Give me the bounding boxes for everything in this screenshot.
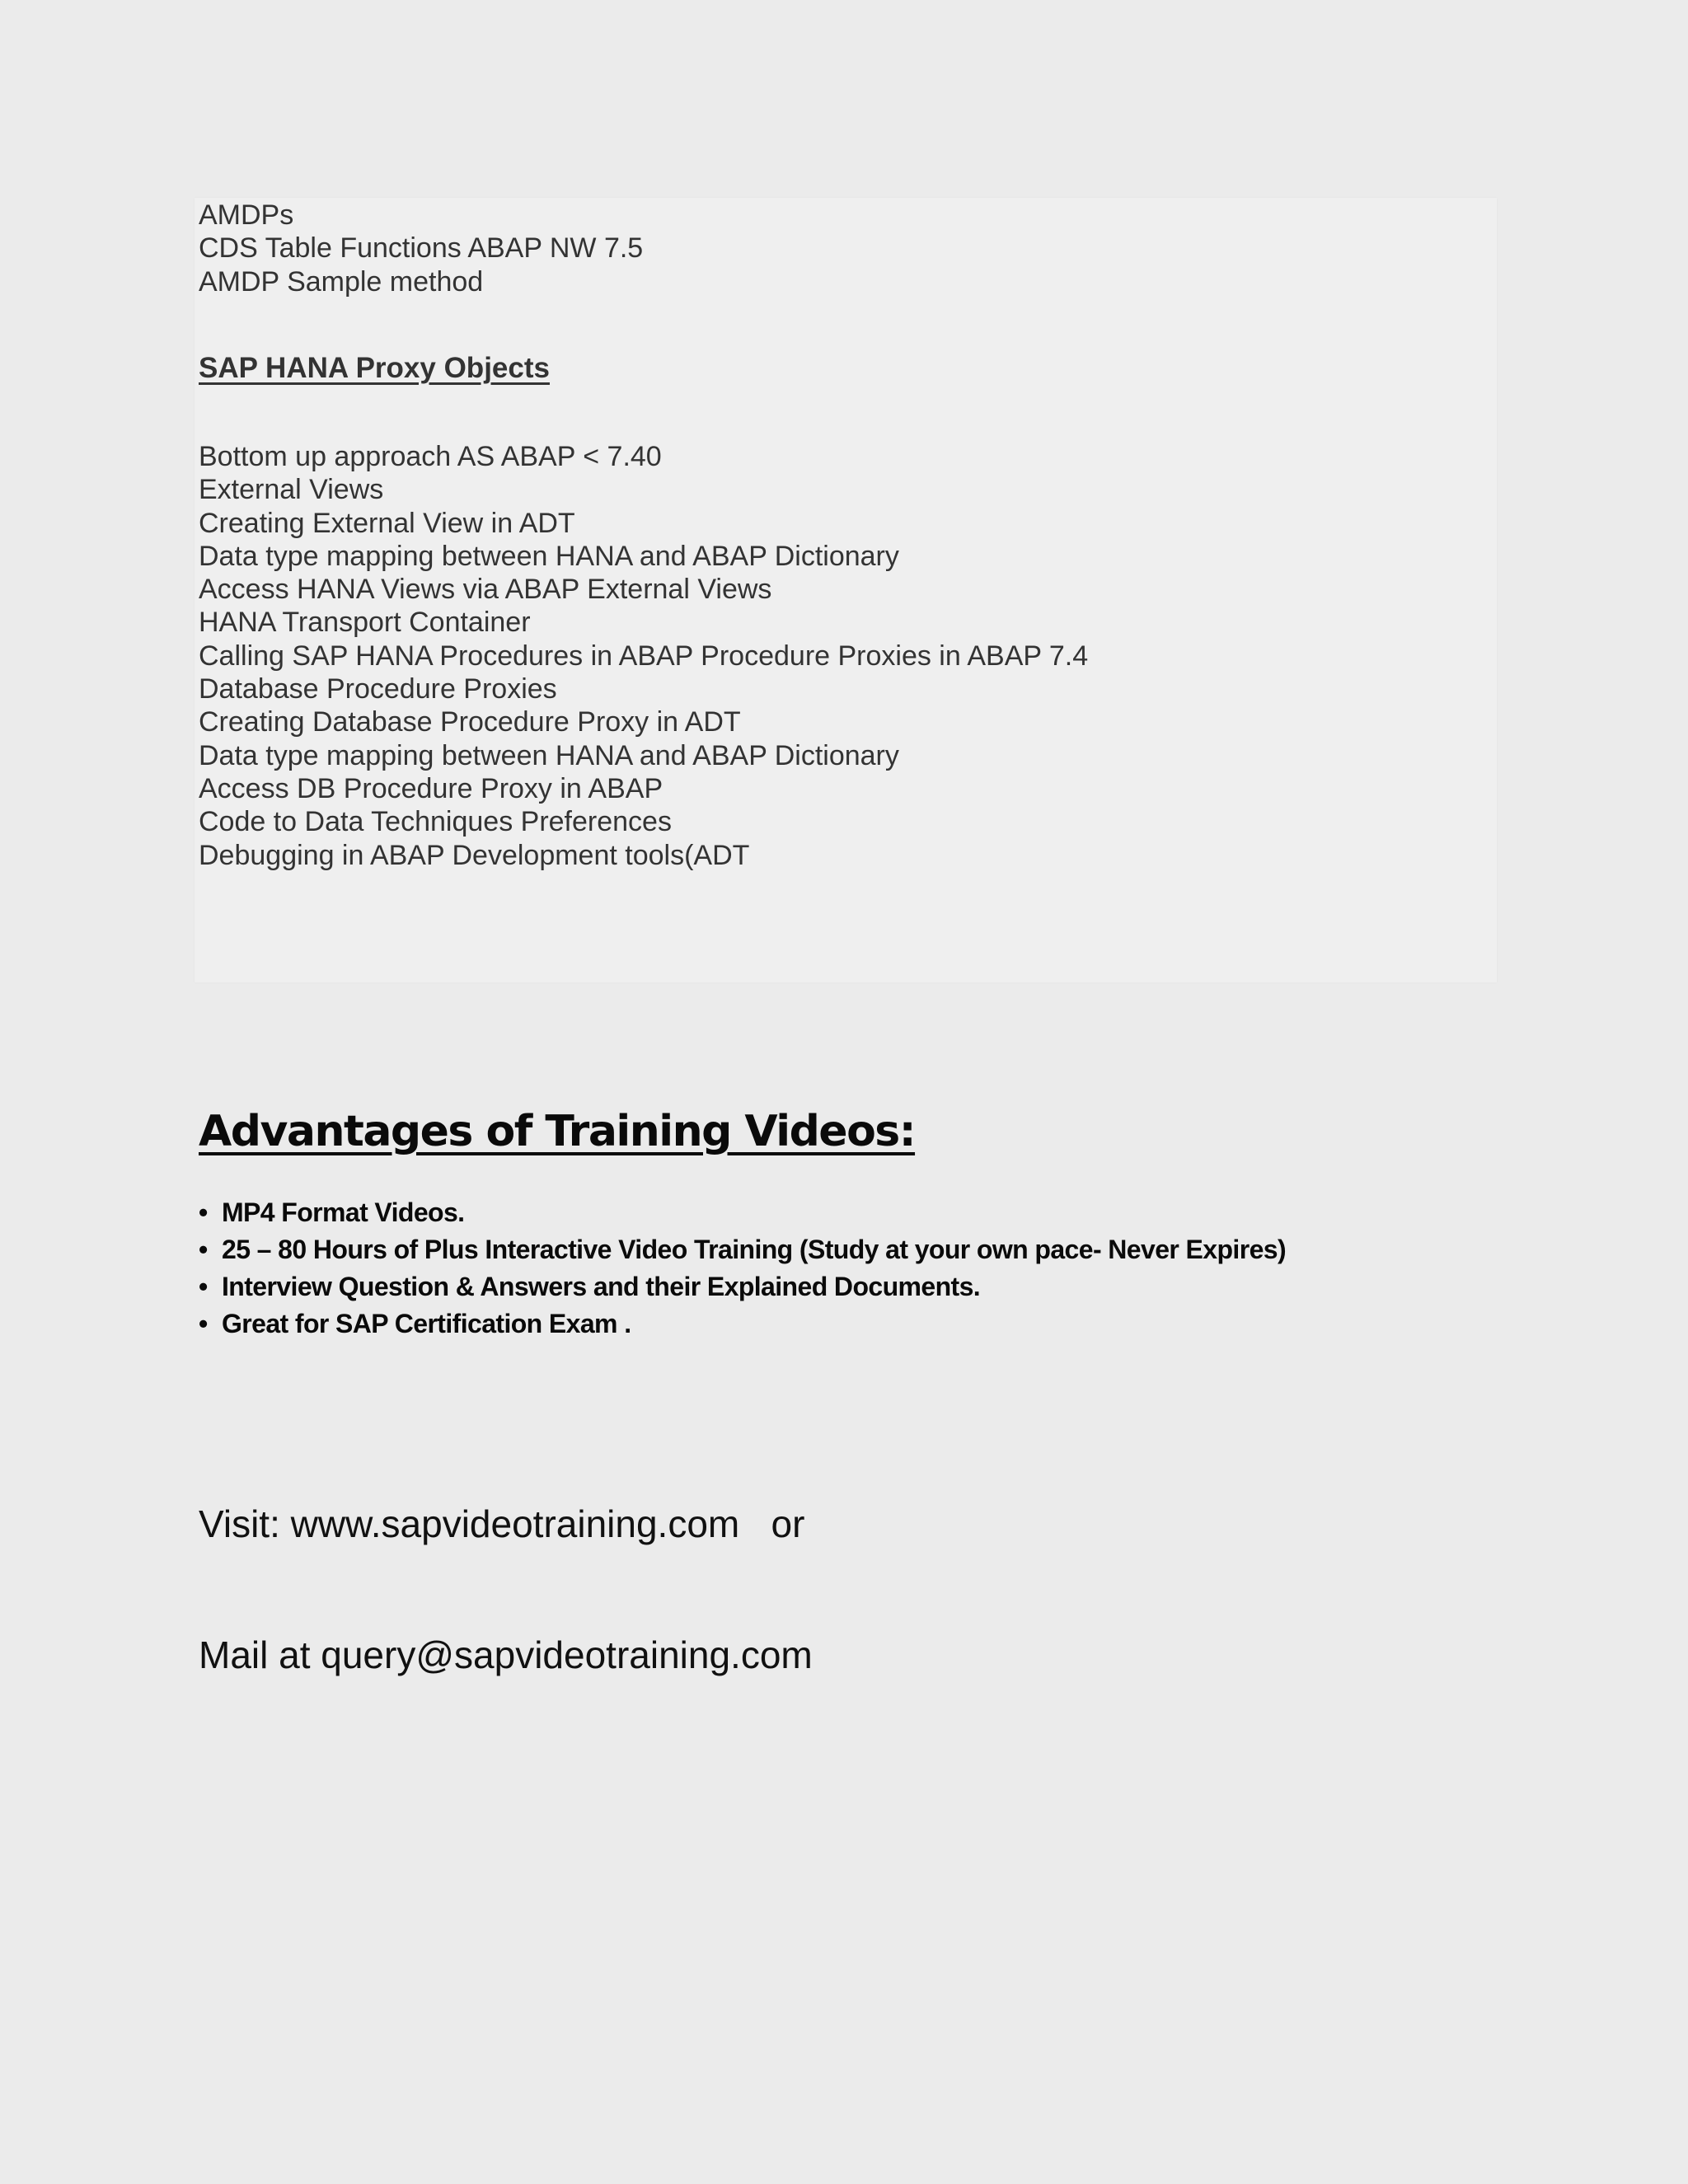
list-item [199,1305,1286,1343]
list-item-text: Interview Question & Answers and their Explained Documents. [222,1272,981,1301]
list-item [199,1268,1286,1305]
bullet-icon: • [199,1197,208,1227]
topic-line: Data type mapping between HANA and ABAP Dictionary [199,540,899,572]
topic-line: Creating Database Procedure Proxy in ADT [199,706,741,738]
topic-line: Calling SAP HANA Procedures in ABAP Procedure Proxies in ABAP 7.4 [199,640,1089,672]
topic-line: Data type mapping between HANA and ABAP Dictionary [199,739,899,771]
topic-line: CDS Table Functions ABAP NW 7.5 [199,232,644,265]
list-item [199,1231,1286,1268]
contact-email-line: Mail at query@sapvideotraining.com [199,1633,813,1676]
proxy-topic-list [199,440,1088,872]
topic-line: Code to Data Techniques Preferences [199,806,672,838]
bullet-icon: • [199,1309,208,1338]
bullet-icon: • [199,1235,208,1264]
topic-line: Access HANA Views via ABAP External Views [199,574,772,606]
list-item [199,1194,1286,1231]
contact-block [199,1415,813,1721]
topic-line: AMDPs [199,199,294,231]
topic-line: Creating External View in ADT [199,507,575,539]
topic-line: Access DB Procedure Proxy in ABAP [199,772,663,804]
advantages-heading: Advantages of Training Videos: [199,1107,916,1156]
list-item-text: Great for SAP Certification Exam . [222,1309,631,1338]
topic-line: AMDP Sample method [199,265,484,298]
list-item-text: MP4 Format Videos. [222,1197,465,1227]
topic-line: Database Procedure Proxies [199,673,557,705]
topic-line: HANA Transport Container [199,607,531,639]
topic-line: Bottom up approach AS ABAP < 7.40 [199,441,662,472]
bullet-icon: • [199,1272,208,1301]
topic-line: Debugging in ABAP Development tools(ADT [199,839,750,871]
amdp-topic-list [199,199,643,298]
advantages-list [199,1194,1286,1343]
list-item-text: 25 – 80 Hours of Plus Interactive Video Training (Study at your own pace- Never Expires) [222,1235,1287,1264]
topic-line: External Views [199,474,384,506]
proxy-objects-heading: SAP HANA Proxy Objects [199,352,550,384]
visit-website-line: Visit: www.sapvideotraining.com or [199,1502,805,1545]
